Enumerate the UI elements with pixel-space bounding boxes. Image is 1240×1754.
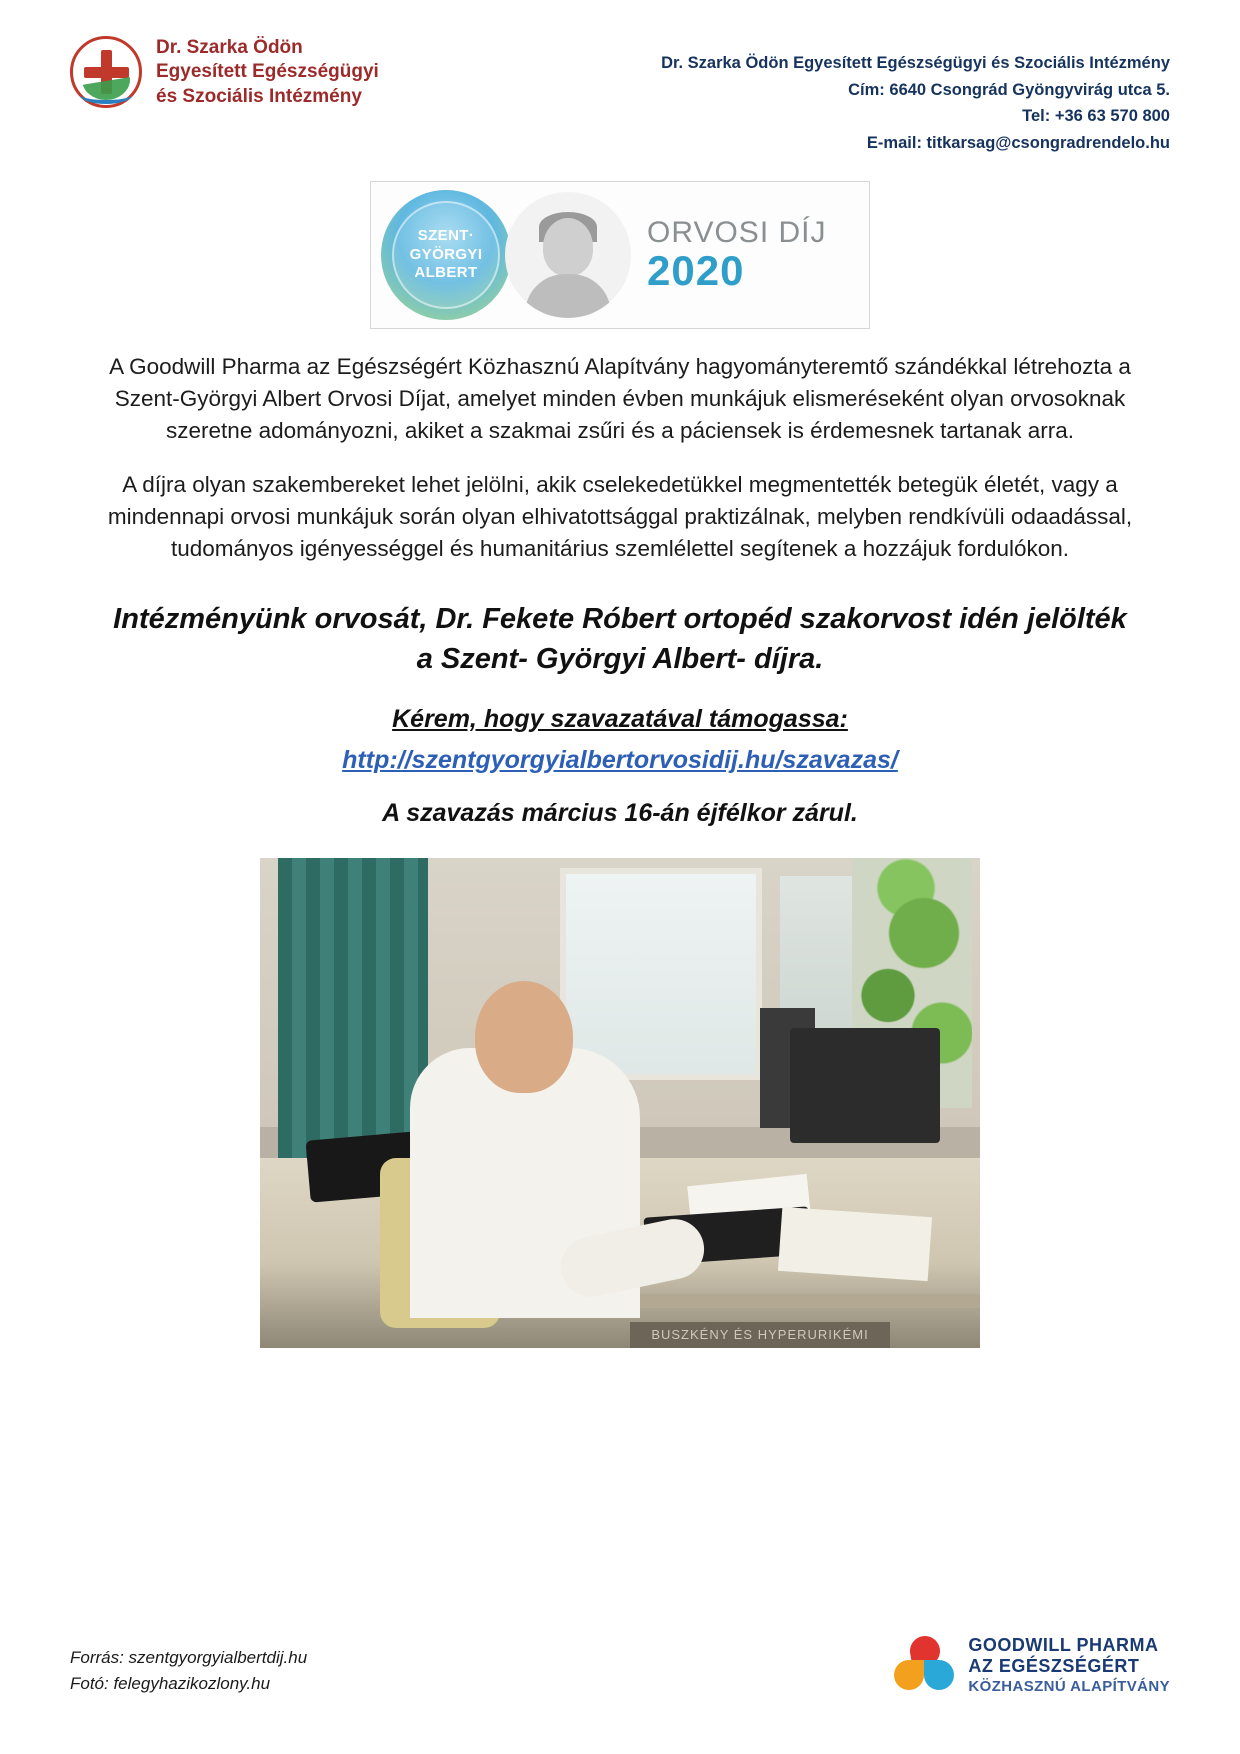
source-line: Forrás: szentgyorgyialbertdij.hu: [70, 1648, 308, 1667]
badge-line-2: GYÖRGYI: [409, 245, 483, 263]
award-titles: [647, 217, 826, 292]
award-year: 2020: [647, 246, 745, 294]
nomination-headline: Intézményünk orvosát, Dr. Fekete Róbert ortopéd szakorvost idén jelölték a Szent- Györgyi Albert- díjra.: [113, 602, 1127, 675]
page-header: [70, 0, 1170, 157]
goodwill-pharma-logo: [894, 1635, 1170, 1696]
brand-line-2: Egyesített Egészségügyi: [156, 61, 379, 83]
contact-phone: Tel: +36 63 570 800: [1022, 107, 1170, 126]
brand-line-1: Dr. Szarka Ödön: [156, 37, 303, 58]
doctor-at-desk-photo: [260, 858, 980, 1348]
badge-line-1: SZENT·: [417, 226, 475, 244]
brand-line-3: és Szociális Intézmény: [156, 85, 362, 107]
portrait-medallion-icon: [505, 192, 631, 318]
sponsor-line-3: KÖZHASZNÚ ALAPÍTVÁNY: [968, 1678, 1170, 1695]
award-badge: [381, 190, 511, 320]
sponsor-text: [968, 1635, 1170, 1696]
contact-institution: Dr. Szarka Ödön Egyesített Egészségügyi és Szociális Intézmény: [661, 54, 1170, 72]
red-cross-leaf-logo-icon: [70, 36, 142, 108]
paragraph-intro: A Goodwill Pharma az Egészségért Közhasznú Alapítvány hagyományteremtő szándékkal létrehozta a Szent-Györgyi Albert Orvosi Díjat, amelyet minden évben munkájuk elismeréseként olyan orvosoknak szeretne adományozni, akiket a szakmai zsűri és a páciensek is érdemesnek tartanak arra.: [109, 353, 1131, 443]
award-title: ORVOSI DÍJ: [647, 216, 827, 250]
goodwill-pharma-logo-icon: [894, 1636, 956, 1694]
institution-brand: [70, 36, 490, 109]
brand-text: [156, 36, 379, 109]
source-credits: [70, 1645, 307, 1696]
contact-email: E-mail: titkarsag@csongradrendelo.hu: [866, 134, 1170, 153]
contact-address: Cím: 6640 Csongrád Gyöngyvirág utca 5.: [848, 80, 1170, 99]
photo-credit-line: Fotó: felegyhazikozlony.hu: [70, 1673, 271, 1693]
badge-line-3: ALBERT: [414, 264, 478, 282]
contact-block: [661, 36, 1170, 157]
voting-deadline: A szavazás március 16-án éjfélkor zárul.: [382, 798, 858, 827]
page-footer: [70, 1635, 1170, 1696]
sponsor-line-1: GOODWILL PHARMA: [968, 1634, 1159, 1655]
award-banner: [370, 181, 870, 329]
paragraph-criteria: A díjra olyan szakembereket lehet jelölni, akik cselekedetükkel megmentették betegük életét, vagy a mindennapi orvosi munkájuk során olyan elhivatottsággal praktizálnak, melyben rendkívüli odaadással, tudományos igényességgel és humanitárius szemlélettel segítenek a hozzájuk fordulókon.: [107, 471, 1133, 561]
photo-overlay-caption: BUSZKÉNY ÉS HYPERURIKÉMI: [630, 1322, 890, 1348]
sponsor-line-2: AZ EGÉSZSÉGÉRT: [968, 1656, 1140, 1677]
vote-call-to-action: Kérem, hogy szavazatával támogassa:: [392, 704, 848, 733]
vote-link[interactable]: http://szentgyorgyialbertorvosidij.hu/szavazas/: [342, 745, 898, 774]
